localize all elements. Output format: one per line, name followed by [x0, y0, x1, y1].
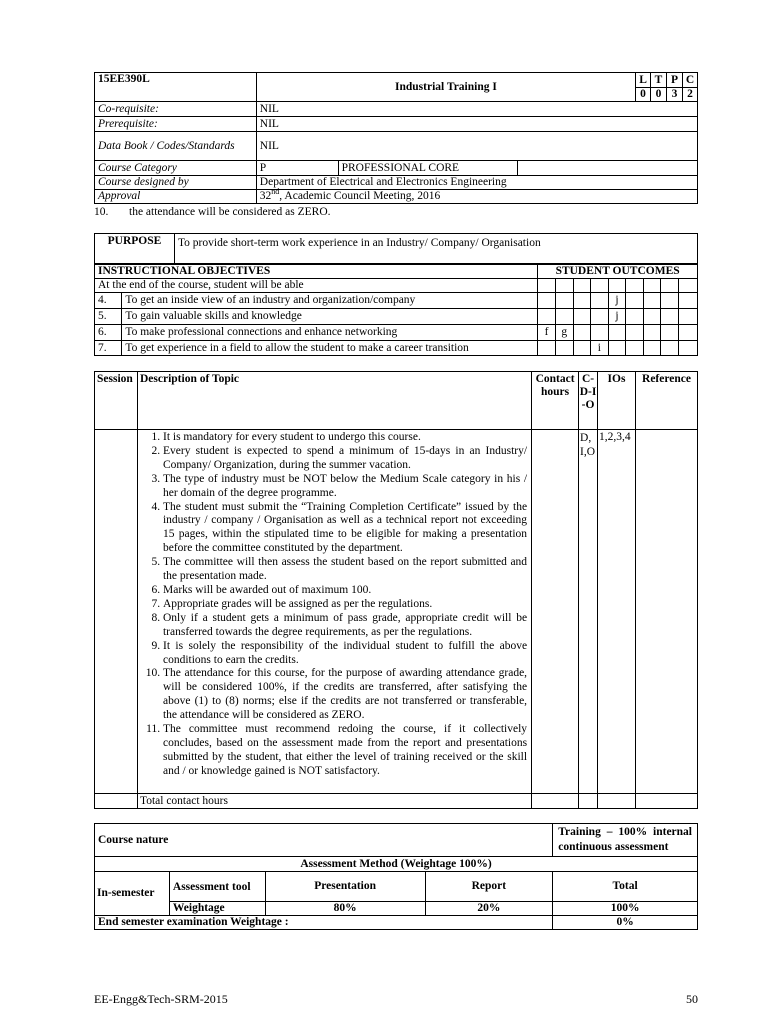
objectives-header: INSTRUCTIONAL OBJECTIVES — [95, 265, 538, 279]
outcome-mark — [678, 293, 697, 309]
session-cell — [95, 430, 138, 794]
outcome-mark — [591, 309, 609, 325]
corequisite-value: NIL — [256, 102, 697, 117]
outcome-mark — [643, 293, 660, 309]
cdio-header: C-D-I-O — [579, 372, 598, 430]
outcome-mark — [573, 309, 590, 325]
list-item: 2. Every student is expected to spend a minimum of 15-days in an Industry/ Company/ Organization, during the summer vacation. — [163, 445, 527, 473]
outcome-mark: j — [608, 293, 626, 309]
course-code: 15EE390L — [95, 73, 257, 102]
objective-row — [95, 309, 698, 325]
course-category-empty — [518, 161, 698, 176]
total-contact-hours-value — [532, 794, 579, 809]
ltpc-label-t: T — [651, 73, 667, 88]
corequisite-label: Co-requisite: — [95, 102, 257, 117]
outcome-mark: i — [591, 341, 609, 356]
objective-text: To make professional connections and enhance networking — [122, 325, 538, 341]
outcome-mark: g — [555, 325, 573, 341]
databook-value: NIL — [256, 132, 697, 161]
purpose-label: PURPOSE — [95, 234, 175, 264]
outcome-mark — [555, 341, 573, 356]
objective-row — [95, 293, 698, 309]
rules-list — [138, 431, 527, 779]
outcome-mark — [643, 341, 660, 356]
course-nature-label: Course nature — [95, 824, 553, 857]
list-item: 8. Only if a student gets a minimum of pass grade, appropriate credit will be transferred towards the degree requirements, as per the regulations. — [163, 612, 527, 640]
objectives-table — [94, 264, 698, 356]
approval-label: Approval — [95, 190, 257, 204]
ltpc-label-c: C — [682, 73, 697, 88]
outcome-mark — [573, 293, 590, 309]
list-item: 3. The type of industry must be NOT below the Medium Scale category in his / her domain of the degree programme. — [163, 473, 527, 501]
designed-by-label: Course designed by — [95, 176, 257, 190]
footer-left: EE-Engg&Tech-SRM-2015 — [94, 992, 228, 1006]
outcome-mark — [626, 341, 643, 356]
outcome-cell — [555, 279, 573, 293]
reference-cell — [636, 430, 698, 794]
list-item: 1. It is mandatory for every student to undergo this course. — [163, 431, 527, 445]
outcome-mark — [555, 293, 573, 309]
list-item: 11. The committee must recommend redoing the course, if it collectively concludes, based on the assessment made from the report and presentations submitted by the student, that either the level of training received or the skill and / or knowledge gained is NOT satisfactory. — [163, 723, 527, 779]
course-category-name: PROFESSIONAL CORE — [338, 161, 518, 176]
outcome-cell — [626, 279, 643, 293]
ios-value: 1,2,3,4 — [598, 430, 636, 794]
course-category-label: Course Category — [95, 161, 257, 176]
session-table — [94, 371, 698, 809]
outcome-cell — [643, 279, 660, 293]
objective-num: 6. — [95, 325, 122, 341]
ios-header: IOs — [598, 372, 636, 430]
list-item: 10. The attendance for this course, for the purpose of awarding attendance grade, will be considered 100%, if the credits are transferred, after satisfying the above (1) to (8) norms; else if the credits are not transferred or transferable, the attendance will be considered as ZERO. — [163, 667, 527, 723]
outcome-mark — [661, 293, 678, 309]
objective-text: To get experience in a field to allow the student to make a career transition — [122, 341, 538, 356]
outcome-cell — [573, 279, 590, 293]
objective-num: 5. — [95, 309, 122, 325]
list-item: 5. The committee will then assess the student based on the report submitted and the presentation made. — [163, 556, 527, 584]
outcome-mark: j — [608, 309, 626, 325]
list-item: 9. It is solely the responsibility of the individual student to fulfill the above conditions to earn the credits. — [163, 640, 527, 668]
course-header-table — [94, 72, 698, 204]
outcome-mark — [608, 341, 626, 356]
total-empty — [579, 794, 598, 809]
prerequisite-value: NIL — [256, 117, 697, 132]
outcome-mark — [591, 293, 609, 309]
objective-num: 4. — [95, 293, 122, 309]
outcome-cell — [678, 279, 697, 293]
description-header: Description of Topic — [137, 372, 531, 430]
course-nature-value: Training – 100% internal continuous assessment — [553, 824, 698, 857]
assessment-tool-label: Assessment tool — [169, 872, 265, 902]
approval-num: 32 — [259, 190, 272, 202]
databook-label: Data Book / Codes/Standards — [95, 132, 257, 161]
page-number: 50 — [686, 992, 698, 1006]
weight-report: 20% — [425, 902, 553, 916]
col-presentation: Presentation — [265, 872, 425, 902]
designed-by-value: Department of Electrical and Electronics Engineering — [256, 176, 697, 190]
outcomes-header: STUDENT OUTCOMES — [538, 265, 698, 279]
stray-line-text: the attendance will be considered as ZERO. — [129, 206, 331, 218]
outcome-mark — [626, 293, 643, 309]
cdio-value: D, I,O — [579, 430, 598, 794]
contact-hours-cell — [532, 430, 579, 794]
reference-header: Reference — [636, 372, 698, 430]
contact-hours-header: Contact hours — [532, 372, 579, 430]
course-title: Industrial Training I — [256, 73, 635, 102]
outcome-mark — [573, 341, 590, 356]
outcome-mark — [555, 309, 573, 325]
session-header: Session — [95, 372, 138, 430]
ltpc-value-t: 0 — [651, 88, 667, 102]
objective-text: To gain valuable skills and knowledge — [122, 309, 538, 325]
outcome-mark: f — [538, 325, 556, 341]
purpose-text: To provide short-term work experience in an Industry/ Company/ Organisation — [174, 234, 697, 264]
ltpc-value-p: 3 — [666, 88, 682, 102]
outcome-cell — [608, 279, 626, 293]
outcome-mark — [538, 293, 556, 309]
outcome-mark — [538, 341, 556, 356]
weight-presentation: 80% — [265, 902, 425, 916]
ltpc-label-l: L — [636, 73, 651, 88]
weightage-label: Weightage — [169, 902, 265, 916]
assessment-method-header: Assessment Method (Weightage 100%) — [95, 857, 698, 872]
approval-value — [256, 187, 697, 204]
weight-total: 100% — [553, 902, 698, 916]
purpose-table — [94, 233, 698, 264]
objectives-intro: At the end of the course, student will be able — [95, 279, 538, 293]
outcome-mark — [643, 325, 660, 341]
outcome-mark — [678, 325, 697, 341]
approval-sup: nd — [271, 187, 280, 197]
stray-line — [94, 205, 594, 219]
outcome-mark — [608, 325, 626, 341]
description-cell — [137, 430, 531, 794]
outcome-mark — [538, 309, 556, 325]
col-report: Report — [425, 872, 553, 902]
outcome-mark — [573, 325, 590, 341]
list-item: 7. Appropriate grades will be assigned as per the regulations. — [163, 598, 527, 612]
outcome-mark — [661, 325, 678, 341]
course-category-code: P — [256, 161, 338, 176]
objective-row — [95, 325, 698, 341]
total-empty — [636, 794, 698, 809]
ltpc-value-l: 0 — [636, 88, 651, 102]
outcome-mark — [626, 309, 643, 325]
outcome-mark — [591, 325, 609, 341]
col-total: Total — [553, 872, 698, 902]
assessment-table — [94, 823, 698, 930]
outcome-cell — [591, 279, 609, 293]
outcome-mark — [661, 341, 678, 356]
objective-text: To get an inside view of an industry and organization/company — [122, 293, 538, 309]
list-item: 4. The student must submit the “Training Completion Certificate” issued by the industry / company / Organisation as well as a technical report not exceeding 15 pages, within the stipulated time to be eligible for making a presentation before the committee constituted by the department. — [163, 501, 527, 557]
total-session-cell — [95, 794, 138, 809]
outcome-mark — [626, 325, 643, 341]
end-semester-value: 0% — [553, 916, 698, 930]
outcome-mark — [643, 309, 660, 325]
objective-num: 7. — [95, 341, 122, 356]
outcome-mark — [678, 309, 697, 325]
prerequisite-label: Prerequisite: — [95, 117, 257, 132]
outcome-mark — [678, 341, 697, 356]
outcome-cell — [538, 279, 556, 293]
total-empty — [598, 794, 636, 809]
ltpc-label-p: P — [666, 73, 682, 88]
list-item: 6. Marks will be awarded out of maximum 100. — [163, 584, 527, 598]
in-semester-label: In-semester — [95, 872, 170, 916]
outcome-mark — [661, 309, 678, 325]
total-contact-hours-label: Total contact hours — [137, 794, 531, 809]
stray-line-num: 10. — [94, 206, 109, 218]
ltpc-value-c: 2 — [682, 88, 697, 102]
end-semester-label: End semester examination Weightage : — [95, 916, 553, 930]
outcome-cell — [661, 279, 678, 293]
approval-rest: , Academic Council Meeting, 2016 — [279, 190, 441, 202]
objective-row — [95, 341, 698, 356]
